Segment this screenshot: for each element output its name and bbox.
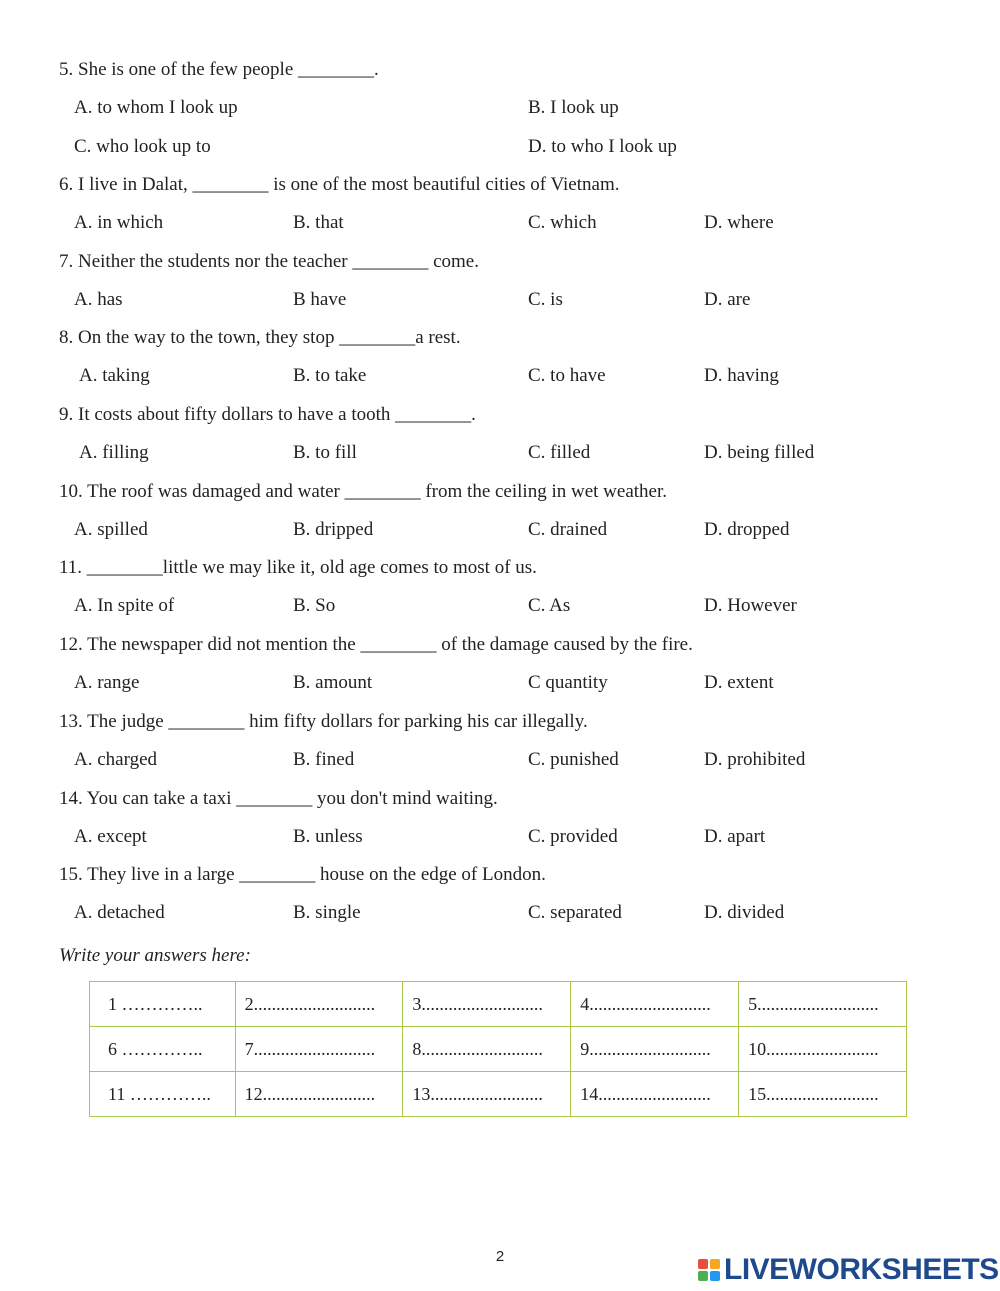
option-row <box>0 748 1000 772</box>
answer-option[interactable]: D. dropped <box>704 519 790 540</box>
answer-option[interactable]: A. filling <box>79 442 149 463</box>
brand-name: LIVEWORKSHEETS <box>724 1253 999 1286</box>
answer-blank[interactable]: 9........................... <box>571 1027 739 1072</box>
answer-option[interactable]: B. to fill <box>293 442 357 463</box>
answer-option[interactable]: C. to have <box>528 365 606 386</box>
answer-blank[interactable]: 7........................... <box>235 1027 403 1072</box>
answer-option[interactable]: C. separated <box>528 902 622 923</box>
option-row <box>0 671 1000 695</box>
answer-blank[interactable]: 14......................... <box>571 1072 739 1117</box>
answer-option[interactable]: A. in which <box>74 212 164 233</box>
answer-option[interactable]: B. single <box>293 902 361 923</box>
answer-option[interactable]: A. has <box>74 289 123 310</box>
option-row <box>0 96 1000 120</box>
answer-blank[interactable]: 3........................... <box>403 982 571 1027</box>
answer-option[interactable]: C. filled <box>528 442 591 463</box>
answer-option[interactable]: B. that <box>293 212 344 233</box>
answer-option[interactable]: D. where <box>704 212 774 233</box>
question-prompt: 13. The judge ________ him fifty dollars for parking his car illegally. <box>59 711 588 732</box>
answer-blank[interactable]: 11 ………….. <box>90 1072 236 1117</box>
answer-option[interactable]: D. having <box>704 365 779 386</box>
page-number: 2 <box>495 1248 505 1265</box>
answer-option[interactable]: D. are <box>704 289 751 310</box>
answer-option[interactable]: D. apart <box>704 826 766 847</box>
answer-option[interactable]: C. provided <box>528 826 618 847</box>
answer-option[interactable]: B. unless <box>293 826 363 847</box>
option-row <box>0 518 1000 542</box>
answer-option[interactable]: D. being filled <box>704 442 815 463</box>
answer-option[interactable]: D. prohibited <box>704 749 806 770</box>
liveworksheets-logo <box>698 1253 999 1286</box>
question-prompt: 8. On the way to the town, they stop ________a rest. <box>59 327 461 348</box>
answer-table-row <box>90 1027 907 1072</box>
answer-option[interactable]: B. amount <box>293 672 373 693</box>
answer-option[interactable]: A. except <box>74 826 147 847</box>
answer-blank[interactable]: 13......................... <box>403 1072 571 1117</box>
option-row <box>0 594 1000 618</box>
answer-blank[interactable]: 15......................... <box>739 1072 907 1117</box>
question-prompt: 12. The newspaper did not mention the ________ of the damage caused by the fire. <box>59 634 693 655</box>
option-row <box>0 441 1000 465</box>
question-prompt: 9. It costs about fifty dollars to have a tooth ________. <box>59 404 476 425</box>
answer-blank[interactable]: 6 ………….. <box>90 1027 236 1072</box>
answer-option[interactable]: D. divided <box>704 902 785 923</box>
answer-blank[interactable]: 8........................... <box>403 1027 571 1072</box>
answer-option[interactable]: B. dripped <box>293 519 374 540</box>
answer-blank[interactable]: 1 ………….. <box>90 982 236 1027</box>
answer-option[interactable]: D. However <box>704 595 797 616</box>
question-prompt: 6. I live in Dalat, ________ is one of the most beautiful cities of Vietnam. <box>59 174 620 195</box>
option-row <box>0 364 1000 388</box>
answer-blank[interactable]: 5........................... <box>739 982 907 1027</box>
question-prompt: 15. They live in a large ________ house on the edge of London. <box>59 864 546 885</box>
answer-option[interactable]: C. punished <box>528 749 619 770</box>
answer-option[interactable]: D. to who I look up <box>528 136 677 157</box>
liveworksheets-logo-icon <box>698 1259 720 1281</box>
option-row <box>0 211 1000 235</box>
question-prompt: 10. The roof was damaged and water ________ from the ceiling in wet weather. <box>59 481 667 502</box>
answer-blank[interactable]: 4........................... <box>571 982 739 1027</box>
answer-option[interactable]: B have <box>293 289 347 310</box>
answer-table-row <box>90 1072 907 1117</box>
answer-option[interactable]: C. As <box>528 595 571 616</box>
question-prompt: 14. You can take a taxi ________ you don't mind waiting. <box>59 788 498 809</box>
answer-option[interactable]: B. So <box>293 595 336 616</box>
answer-option[interactable]: C. who look up to <box>74 136 211 157</box>
answer-option[interactable]: A. In spite of <box>74 595 175 616</box>
answer-option[interactable]: A. detached <box>74 902 165 923</box>
answer-option[interactable]: A. spilled <box>74 519 148 540</box>
option-row <box>0 901 1000 925</box>
answer-option[interactable]: C. which <box>528 212 597 233</box>
answer-blank[interactable]: 2........................... <box>235 982 403 1027</box>
option-row <box>0 825 1000 849</box>
question-prompt: 11. ________little we may like it, old age comes to most of us. <box>59 557 537 578</box>
question-prompt: 5. She is one of the few people ________. <box>59 59 379 80</box>
answer-option[interactable]: C. drained <box>528 519 608 540</box>
answer-option[interactable]: A. to whom I look up <box>74 97 238 118</box>
answer-option[interactable]: A. range <box>74 672 140 693</box>
option-row <box>0 135 1000 159</box>
answer-option[interactable]: C. is <box>528 289 563 310</box>
answer-blank[interactable]: 12......................... <box>235 1072 403 1117</box>
option-row <box>0 288 1000 312</box>
answer-option[interactable]: B. fined <box>293 749 355 770</box>
answer-table <box>89 981 907 1117</box>
answer-instruction: Write your answers here: <box>59 945 251 966</box>
answer-blank[interactable]: 10......................... <box>739 1027 907 1072</box>
question-prompt: 7. Neither the students nor the teacher ________ come. <box>59 251 479 272</box>
answer-table-row <box>90 982 907 1027</box>
answer-option[interactable]: A. charged <box>74 749 158 770</box>
answer-option[interactable]: A. taking <box>79 365 150 386</box>
answer-option[interactable]: B. to take <box>293 365 367 386</box>
answer-option[interactable]: C quantity <box>528 672 608 693</box>
answer-option[interactable]: B. I look up <box>528 97 619 118</box>
answer-option[interactable]: D. extent <box>704 672 774 693</box>
